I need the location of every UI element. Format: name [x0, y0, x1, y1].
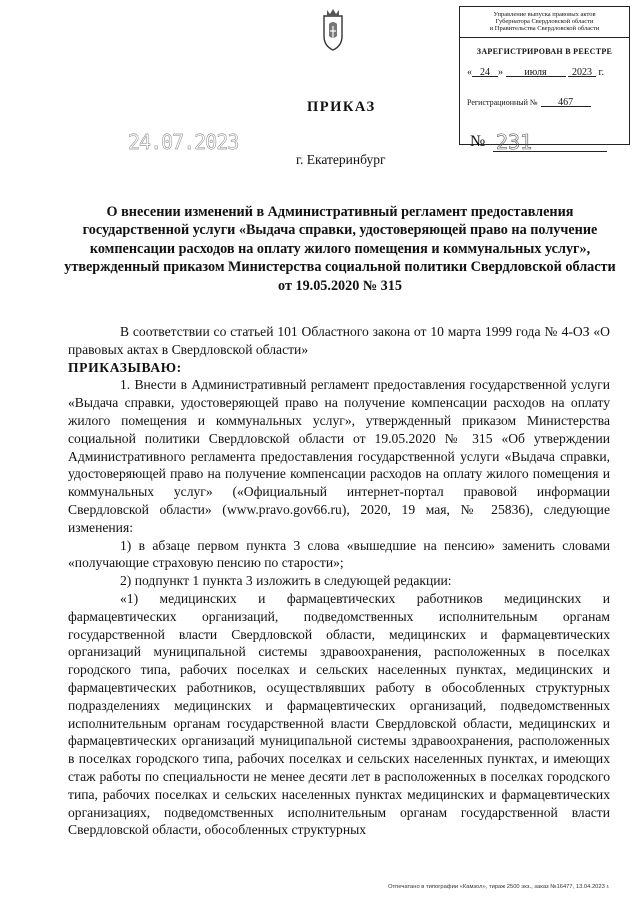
order-number-line	[493, 151, 607, 152]
registry-stamp	[459, 6, 630, 145]
paragraph-subitem-2: 2) подпункт 1 пункта 3 изложить в следующей редакции:	[120, 573, 452, 589]
paragraph-subitem-1: 1) в абзаце первом пункта 3 слова «вышедшие на пенсию» заменить словами «получающие страховую пенсию по старости»;	[68, 537, 610, 571]
order-number: 231	[496, 130, 533, 154]
paragraph-item-1: 1. Внести в Административный регламент предоставления государственной услуги «Выдача справки, удостоверяющей право на получение компенсации расходов на оплату жилого помещения и коммунальных услуг», утвержденный приказом Министерства социальной политики Свердловской области от 19.05.2020 № 315 «Об утверждении Административного регламента предоставления государственной услуги «Выдача справки, удостоверяющей право на получение компенсации расходов на оплату жилого помещения и коммунальных услуг» («Официальный интернет-портал правовой информации Свердловской области» (www.pravo.gov66.ru), 2020, 19 мая, № 25836), следующие изменения:	[68, 377, 610, 535]
stamp-registered-label: ЗАРЕГИСТРИРОВАН В РЕЕСТРЕ	[476, 47, 613, 56]
stamp-date: « 24 » июля 2023 г.	[467, 67, 604, 78]
paragraph-quote: «1) медицинских и фармацевтических работников медицинских и фармацевтических организаций, подведомственных исполнительным органам государственной власти Свердловской области, медицинских и фармацевтических организаций муниципальной системы здравоохранения, расположенных в поселках городского типа, рабочих поселках и сельских населенных пунктах, медицинских и фармацевтических работников, осуществлявших работу в обособленных структурных подразделениях медицинских и фармацевтических организаций, подведомственных исполнительным органам государственной власти Свердловской области, медицинских и фармацевтических организаций муниципальной системы здравоохранения, расположенных в поселках городского типа, рабочих поселках и сельских населенных пунктах, и имеющих стаж работы по специальности не менее десяти лет в расположенных в поселках городского типа, рабочих поселках и сельских населенных пунктах медицинских и фармацевтических организациях, подведомственных исполнительным органам государственной власти Свердловской области, обособленных структурных	[68, 590, 610, 838]
coat-of-arms-icon	[318, 6, 348, 54]
order-number-label: №	[470, 133, 486, 150]
order-title: О внесении изменений в Административный регламент предоставления государственной услуги «Выдача справки, удостоверяющей право на получение компенсации расходов на оплату жилого помещения и коммунальных услуг», утвержденный приказом Министерства социальной политики Свердловской области от 19.05.2020 № 315	[64, 204, 616, 294]
stamp-year: 2023	[568, 69, 596, 77]
order-body	[68, 323, 610, 839]
stamp-reg-number: Регистрационный № 467	[467, 99, 591, 107]
document-type: ПРИКАЗ	[307, 99, 376, 115]
stamp-year-suffix: г.	[598, 67, 604, 78]
print-footer: Отпечатано в типографии «Камзол», тираж 2500 экз., заказ №16477, 13.04.2023 г.	[388, 884, 610, 890]
stamp-month: июля	[506, 69, 566, 77]
paragraph-preamble: В соответствии со статьей 101 Областного закона от 10 марта 1999 года № 4-ОЗ «О правовых актах в Свердловской области»	[68, 324, 610, 357]
order-date: 24.07.2023	[128, 130, 239, 154]
city: г. Екатеринбург	[296, 152, 386, 167]
paragraph-order: ПРИКАЗЫВАЮ:	[68, 359, 182, 375]
stamp-authority: Управление выпуска правовых актов Губернатора Свердловской области и Правительства Свердловской области	[460, 7, 629, 38]
stamp-day: 24	[472, 69, 498, 77]
